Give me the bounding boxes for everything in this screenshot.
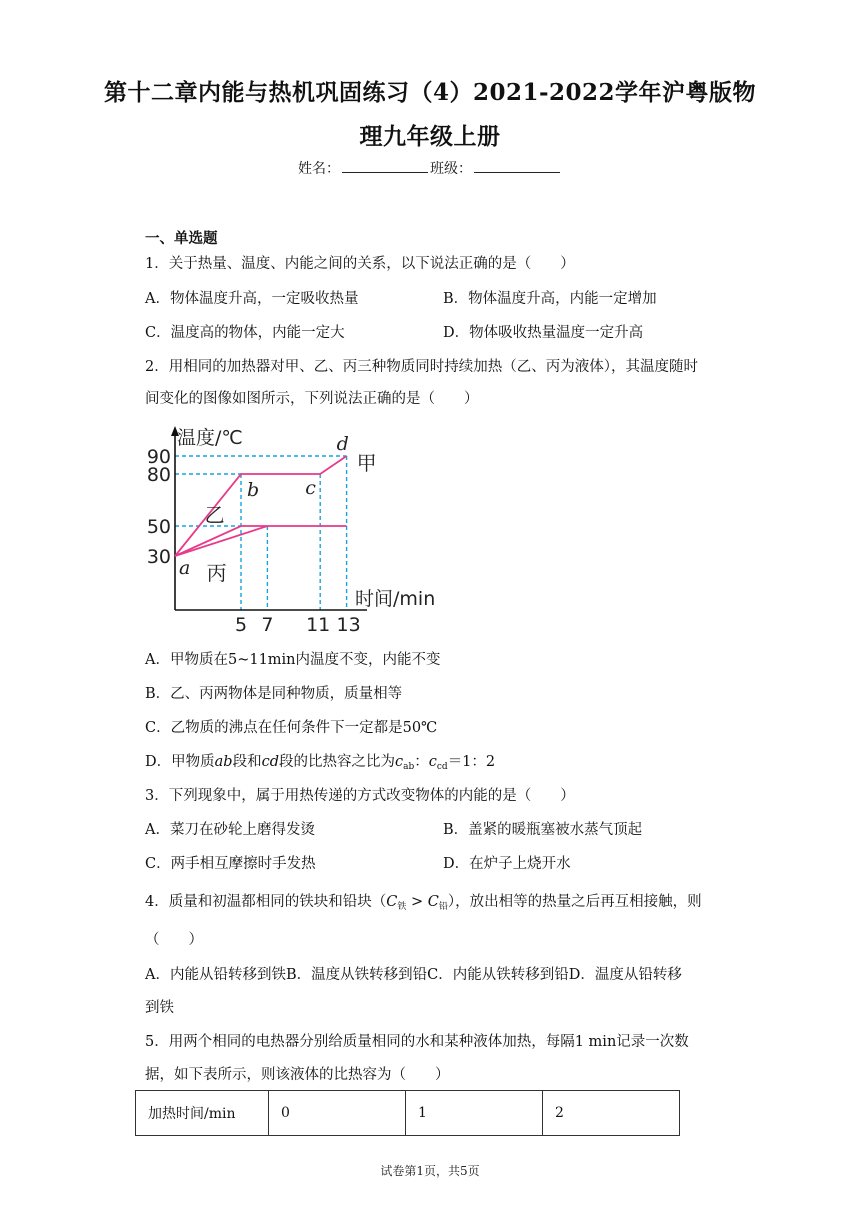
q2-option-b: B．乙、丙两物体是同种物质，质量相等 bbox=[145, 686, 403, 702]
q4-stem-line2: （ ） bbox=[145, 932, 203, 948]
x-tick-label: 13 bbox=[336, 614, 361, 636]
table-cell: 0 bbox=[269, 1091, 406, 1136]
q2-option-d bbox=[145, 750, 495, 772]
page-title-line1: 第十二章内能与热机巩固练习（4）2021-2022学年沪粤版物 bbox=[103, 79, 757, 106]
name-label: 姓名： bbox=[298, 161, 340, 177]
y-tick-label: 90 bbox=[146, 446, 171, 468]
x-tick-label: 7 bbox=[261, 614, 274, 636]
q2-d-text: D．甲物质 bbox=[145, 754, 215, 770]
q2-d-sub-cd: cd bbox=[436, 762, 448, 772]
table-header-cell: 加热时间/min bbox=[136, 1091, 269, 1136]
q4-stem-post: ），放出相等的热量之后再互相接触，则 bbox=[447, 894, 702, 910]
q3-option-b: B．盖紧的暖瓶塞被水蒸气顶起 bbox=[443, 822, 643, 838]
series-label-乙: 乙 bbox=[204, 503, 225, 527]
q2-option-a: A．甲物质在5~11min内温度不变，内能不变 bbox=[145, 652, 441, 668]
q2-d-text2: 段和 bbox=[232, 754, 262, 770]
q4-options: A．内能从铅转移到铁B．温度从铁转移到铅C．内能从铁转移到铅D．温度从铅转移 bbox=[145, 967, 682, 983]
series-line-丙 bbox=[175, 526, 267, 556]
q1-option-b: B．物体温度升高，内能一定增加 bbox=[443, 291, 657, 307]
q4-options-wrap: 到铁 bbox=[145, 1000, 174, 1016]
class-label: 班级： bbox=[430, 161, 472, 177]
name-class-bar bbox=[0, 158, 860, 178]
q4-formula-c-lead: C bbox=[427, 894, 439, 910]
q1-option-d: D．物体吸收热量温度一定升高 bbox=[443, 325, 644, 341]
q2-d-text3: 段的比热容之比为 bbox=[278, 754, 395, 770]
series-label-甲: 甲 bbox=[356, 451, 377, 475]
y-tick-label: 80 bbox=[146, 464, 171, 486]
y-axis-label: 温度/℃ bbox=[177, 427, 243, 449]
q2-d-c2: c bbox=[428, 754, 437, 770]
x-tick-label: 5 bbox=[234, 614, 248, 636]
point-label-b: b bbox=[247, 479, 260, 501]
q3-option-d: D．在炉子上烧开水 bbox=[443, 856, 571, 872]
y-tick-label: 50 bbox=[146, 516, 171, 538]
point-label-c: c bbox=[305, 477, 316, 499]
q2-stem-line1: 2．用相同的加热器对甲、乙、丙三种物质同时持续加热（乙、丙为液体），其温度随时 bbox=[145, 359, 698, 375]
q4-formula-sub-lead: 铅 bbox=[438, 902, 448, 912]
q2-d-sub-ab: ab bbox=[403, 762, 415, 772]
table-cell: 1 bbox=[406, 1091, 543, 1136]
y-tick-label: 30 bbox=[146, 546, 171, 568]
q1-option-c: C．温度高的物体，内能一定大 bbox=[145, 325, 345, 341]
q2-d-colon: ： bbox=[414, 754, 429, 770]
x-tick-labels bbox=[235, 614, 361, 636]
table-cell: 2 bbox=[543, 1091, 680, 1136]
q3-option-c: C．两手相互摩擦时手发热 bbox=[145, 856, 316, 872]
series-label-丙: 丙 bbox=[206, 561, 227, 585]
q1-option-a: A．物体温度升高，一定吸收热量 bbox=[145, 291, 359, 307]
point-label-d: d bbox=[336, 433, 349, 455]
name-blank[interactable] bbox=[342, 160, 428, 173]
q5-data-table bbox=[135, 1090, 680, 1136]
y-tick-labels bbox=[147, 446, 171, 568]
table-row bbox=[136, 1091, 680, 1136]
q2-d-ab: ab bbox=[214, 754, 233, 770]
q5-stem-line2: 据，如下表所示，则该液体的比热容为（ ） bbox=[145, 1067, 450, 1083]
class-blank[interactable] bbox=[474, 160, 560, 173]
q4-stem-line1 bbox=[145, 890, 702, 912]
page-footer: 试卷第1页，共5页 bbox=[380, 1164, 480, 1178]
q5-stem-line1: 5．用两个相同的电热器分别给质量相同的水和某种液体加热，每隔1 min记录一次数 bbox=[145, 1034, 689, 1050]
q4-formula-gt: > bbox=[406, 894, 428, 910]
q4-formula-c-iron: C bbox=[386, 894, 398, 910]
temperature-time-chart bbox=[145, 418, 455, 636]
q3-stem: 3．下列现象中，属于用热传递的方式改变物体的内能的是（ ） bbox=[145, 788, 575, 804]
point-label-a: a bbox=[179, 557, 191, 579]
x-axis-label: 时间/min bbox=[355, 588, 436, 610]
q2-option-c: C．乙物质的沸点在任何条件下一定都是50℃ bbox=[145, 720, 438, 736]
q4-stem-pre: 4．质量和初温都相同的铁块和铅块（ bbox=[145, 894, 387, 910]
x-tick-label: 11 bbox=[306, 614, 331, 636]
chart-guides bbox=[175, 456, 347, 610]
q2-d-tail: ＝1：2 bbox=[447, 754, 496, 770]
q2-stem-line2: 间变化的图像如图所示，下列说法正确的是（ ） bbox=[145, 391, 479, 407]
q2-d-c1: c bbox=[394, 754, 404, 770]
q1-stem: 1．关于热量、温度、内能之间的关系，以下说法正确的是（ ） bbox=[145, 256, 575, 272]
page-title-line2: 理九年级上册 bbox=[359, 123, 501, 150]
q3-option-a: A．菜刀在砂轮上磨得发烫 bbox=[145, 822, 315, 838]
q4-formula-sub-iron: 铁 bbox=[397, 902, 407, 912]
section-heading: 一、单选题 bbox=[145, 230, 218, 247]
q2-d-cd: cd bbox=[261, 754, 279, 770]
